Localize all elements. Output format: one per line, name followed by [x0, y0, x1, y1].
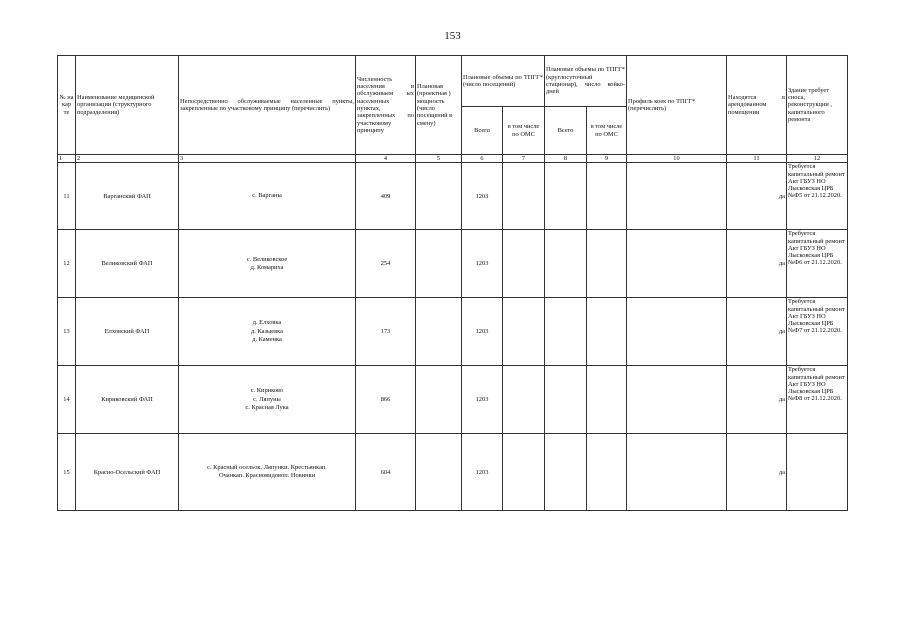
- visits-oms: [503, 298, 545, 366]
- facility-name: Елховский ФАП: [76, 298, 179, 366]
- population: 173: [356, 298, 416, 366]
- column-number: 4: [356, 155, 416, 163]
- header-col3: Непосредственно обслуживаемые населенные пункты, закрепленные по участковому принципу (перечислить): [179, 56, 356, 155]
- rented-flag: да: [727, 434, 787, 511]
- visits-total: 1203: [462, 366, 503, 434]
- capacity: [416, 366, 462, 434]
- capacity: [416, 298, 462, 366]
- header-col9: в том числе по ОМС: [587, 107, 627, 155]
- header-visits-group: Плановые объемы по ТПГГ* (число посещений): [462, 56, 545, 107]
- village-name: д. Елховка: [252, 319, 282, 327]
- header-beds-group: Плановые объемы по ТПГГ* (круглосуточный стационар), число койко-дней: [545, 56, 627, 107]
- header-col11: Находятся в арендованном помещении: [727, 56, 787, 155]
- beds-total: [545, 163, 587, 230]
- visits-total: 1203: [462, 298, 503, 366]
- column-number: 7: [503, 155, 545, 163]
- village-name: с. Великовское: [246, 255, 288, 263]
- column-number: 3: [179, 155, 356, 163]
- column-number: 12: [787, 155, 848, 163]
- beds-oms: [587, 298, 627, 366]
- visits-oms: [503, 434, 545, 511]
- header-col7: в том числе по ОМС: [503, 107, 545, 155]
- row-number: 11: [58, 163, 76, 230]
- capacity: [416, 163, 462, 230]
- row-number: 12: [58, 230, 76, 298]
- page-number: 153: [444, 30, 461, 42]
- header-col1: № на кар те: [58, 56, 76, 155]
- rented-flag: да: [727, 366, 787, 434]
- bed-profile: [627, 163, 727, 230]
- header-row-top: [58, 56, 848, 107]
- column-number: 11: [727, 155, 787, 163]
- visits-oms: [503, 230, 545, 298]
- beds-oms: [587, 163, 627, 230]
- repair-note: Требуется капитальный ремонт Акт ГБУЗ НО Лысковская ЦРБ №Ф5 от 21.12.2020.: [787, 163, 848, 230]
- village-name: д. Каменка: [252, 336, 282, 344]
- capacity: [416, 434, 462, 511]
- visits-oms: [503, 163, 545, 230]
- village-name: с. Красная Лука: [245, 404, 289, 412]
- column-number: 6: [462, 155, 503, 163]
- village-name: с. Варганы: [252, 192, 282, 200]
- visits-total: 1203: [462, 163, 503, 230]
- header-col2: Наименование медицинской организации (структурного подразделения): [76, 56, 179, 155]
- row-number: 14: [58, 366, 76, 434]
- villages-cell: [179, 298, 356, 366]
- population: 866: [356, 366, 416, 434]
- repair-note: Требуется капитальный ремонт Акт ГБУЗ НО Лысковская ЦРБ №Ф8 от 21.12.2020.: [787, 366, 848, 434]
- repair-note: Требуется капитальный ремонт Акт ГБУЗ НО Лысковская ЦРБ №Ф6 от 21.12.2020.: [787, 230, 848, 298]
- beds-total: [545, 366, 587, 434]
- rented-flag: да: [727, 298, 787, 366]
- column-number-row: [58, 155, 848, 163]
- village-name: Очанкап. Красновидовоп. Новинки: [218, 472, 316, 480]
- beds-oms: [587, 366, 627, 434]
- village-name: с. Ляпуны: [253, 395, 281, 403]
- village-name: с. Кириково: [250, 387, 284, 395]
- facility-name: Красно-Осельский ФАП: [76, 434, 179, 511]
- population: 604: [356, 434, 416, 511]
- table-row: [58, 298, 848, 366]
- repair-note: Требуется капитальный ремонт Акт ГБУЗ НО Лысковская ЦРБ №Ф7 от 21.12.2020.: [787, 298, 848, 366]
- visits-total: 1203: [462, 230, 503, 298]
- column-number: 9: [587, 155, 627, 163]
- beds-total: [545, 230, 587, 298]
- header-col12: Здание требует сноса, реконструкции , капитального ремонта: [787, 56, 848, 155]
- header-col6: Всего: [462, 107, 503, 155]
- visits-total: 1203: [462, 434, 503, 511]
- bed-profile: [627, 230, 727, 298]
- table-row: [58, 230, 848, 298]
- facility-name: Кириковский ФАП: [76, 366, 179, 434]
- rented-flag: да: [727, 163, 787, 230]
- village-name: д. Казыевка: [251, 327, 283, 335]
- bed-profile: [627, 434, 727, 511]
- beds-oms: [587, 230, 627, 298]
- facility-name: Великовский ФАП: [76, 230, 179, 298]
- facilities-table: [57, 55, 848, 511]
- villages-cell: [179, 366, 356, 434]
- population: 254: [356, 230, 416, 298]
- beds-oms: [587, 434, 627, 511]
- column-number: 1: [58, 155, 76, 163]
- column-number: 8: [545, 155, 587, 163]
- beds-total: [545, 434, 587, 511]
- villages-cell: [179, 230, 356, 298]
- facility-name: Варганский ФАП: [76, 163, 179, 230]
- villages-cell: [179, 434, 356, 511]
- table-row: [58, 366, 848, 434]
- header-col10: Профиль коек по ТПГГ* (перечислить): [627, 56, 727, 155]
- header-col4: Численность населения в обслуживаем ых населенных пунктах, закрепленных по участковому принципу: [356, 56, 416, 155]
- row-number: 13: [58, 298, 76, 366]
- population: 409: [356, 163, 416, 230]
- repair-note: [787, 434, 848, 511]
- column-number: 2: [76, 155, 179, 163]
- beds-total: [545, 298, 587, 366]
- table-row: [58, 434, 848, 511]
- bed-profile: [627, 366, 727, 434]
- visits-oms: [503, 366, 545, 434]
- table-row: [58, 163, 848, 230]
- village-name: с. Красный осельок. Ляпунки. Крестьянкап.: [207, 464, 327, 472]
- header-col5: Плановая (проектная ) мощность (число посещений в смену): [416, 56, 462, 155]
- villages-cell: [179, 163, 356, 230]
- village-name: д. Комариха: [250, 263, 284, 271]
- bed-profile: [627, 298, 727, 366]
- header-col8: Всего: [545, 107, 587, 155]
- capacity: [416, 230, 462, 298]
- rented-flag: да: [727, 230, 787, 298]
- column-number: 10: [627, 155, 727, 163]
- row-number: 15: [58, 434, 76, 511]
- column-number: 5: [416, 155, 462, 163]
